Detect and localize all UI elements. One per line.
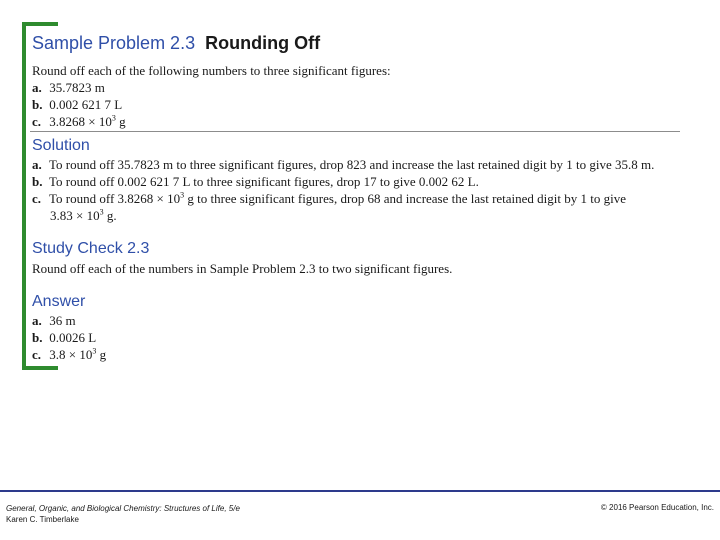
problem-prompt: Round off each of the following numbers to three significant figures: [32,63,391,78]
problem-item-c: c. $3.8268 \times 10^3$ g [32,113,126,129]
problem-item-a: a. 35.7823 m [32,80,105,95]
section-divider [30,131,680,132]
problem-number: Sample Problem 2.3 [32,33,196,53]
problem-item-b: b. 0.002 621 7 L [32,97,123,112]
solution-item-b: b. To round off 0.002 621 7 L to three significant figures, drop 17 to give 0.002 62 L. [32,174,479,189]
problem-block [32,62,391,130]
study-check-heading: Study Check 2.3 [32,240,150,257]
answer-item-b: b. 0.0026 L [32,330,97,345]
solution-heading: Solution [32,137,90,154]
footer-citation [6,503,240,525]
footer-divider [0,490,720,492]
page-title [32,33,320,54]
answer-heading: Answer [32,293,86,310]
answer-block [32,312,106,363]
answer-item-c: c. $3.8 \times 10^3$ g [32,346,107,362]
problem-topic: Rounding Off [205,33,321,53]
study-check-text: Round off each of the numbers in Sample Problem 2.3 to two significant figures. [32,261,453,276]
solution-block [32,156,654,224]
footer-copyright: © 2016 Pearson Education, Inc. [600,503,714,512]
solution-item-c: c. To round off $3.8268 \times 10^3$ g to three significant figures, drop 68 and increase the last retained digit by 1 to give $3.83 \times 10^3$ g. [32,190,627,223]
answer-item-a: a. 36 m [32,313,76,328]
footer-book-title: General, Organic, and Biological Chemistry: Structures of Life, 5/e [6,504,240,513]
solution-item-a: a. To round off 35.7823 m to three significant figures, drop 823 and increase the last retained digit by 1 to give 35.8 m. [32,157,655,172]
footer-author: Karen C. Timberlake [6,515,79,524]
